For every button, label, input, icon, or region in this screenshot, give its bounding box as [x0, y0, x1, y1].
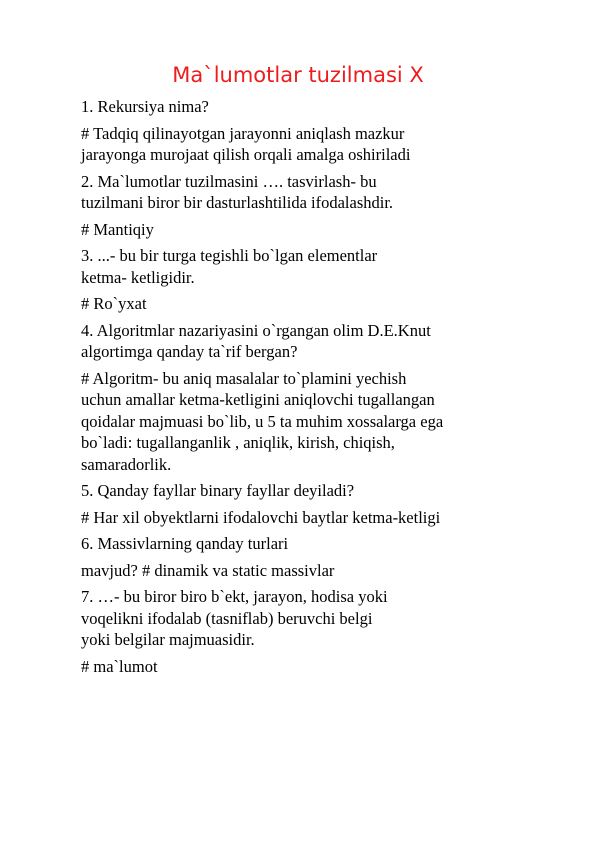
text-line: tuzilmani biror bir dasturlashtilida ifodalashdir.	[81, 193, 394, 212]
text-line: 2. Ma`lumotlar tuzilmasini …. tasvirlash- bu	[81, 171, 377, 191]
answer-2	[81, 219, 551, 241]
answer-5	[81, 507, 551, 529]
answer-4	[81, 368, 551, 476]
answer-1	[81, 123, 551, 166]
answer-7	[81, 656, 551, 678]
text-line: uchun amallar ketma-ketligini aniqlovchi tugallangan	[81, 390, 435, 409]
text-line: algortimga qanday ta`rif bergan?	[81, 342, 298, 361]
question-2	[81, 171, 551, 214]
text-line: 6. Massivlarning qanday turlari	[81, 534, 289, 553]
question-3	[81, 245, 551, 288]
text-line: # Ro`yxat	[81, 294, 147, 313]
question-4	[81, 320, 551, 363]
answer-3	[81, 293, 551, 315]
document-title: Ma`lumotlar tuzilmasi X	[172, 63, 424, 87]
document-body	[81, 96, 551, 682]
question-5	[81, 480, 551, 502]
text-line: 7. …- bu biror biro b`ekt, jarayon, hodisa yoki	[81, 587, 388, 606]
text-line: # Algoritm- bu aniq masalalar to`plamini yechish	[81, 368, 407, 388]
text-line: bo`ladi: tugallanganlik , aniqlik, kirish, chiqish,	[81, 433, 395, 452]
text-line: # Mantiqiy	[81, 219, 154, 239]
text-line: voqelikni ifodalab (tasniflab) beruvchi belgi	[81, 608, 373, 628]
question-1	[81, 96, 551, 118]
text-line: 1. Rekursiya nima?	[81, 97, 209, 116]
answer-6	[81, 560, 551, 582]
text-line: # Tadqiq qilinayotgan jarayonni aniqlash mazkur	[81, 123, 405, 143]
text-line: # ma`lumot	[81, 656, 158, 676]
text-line: 3. ...- bu bir turga tegishli bo`lgan elementlar	[81, 246, 378, 265]
text-line: mavjud? # dinamik va static massivlar	[81, 560, 335, 580]
question-7	[81, 586, 551, 651]
text-line: samaradorlik.	[81, 454, 172, 474]
text-line: jarayonga murojaat qilish orqali amalga oshiriladi	[81, 145, 411, 164]
text-line: # Har xil obyektlarni ifodalovchi baytlar ketma-ketligi	[81, 507, 441, 527]
text-line: ketma- ketligidir.	[81, 267, 195, 287]
text-line: qoidalar majmuasi bo`lib, u 5 ta muhim xossalarga ega	[81, 411, 444, 431]
text-line: 4. Algoritmlar nazariyasini o`rgangan olim D.E.Knut	[81, 320, 431, 340]
text-line: 5. Qanday fayllar binary fayllar deyiladi?	[81, 481, 355, 500]
question-6	[81, 533, 551, 555]
text-line: yoki belgilar majmuasidir.	[81, 630, 255, 649]
